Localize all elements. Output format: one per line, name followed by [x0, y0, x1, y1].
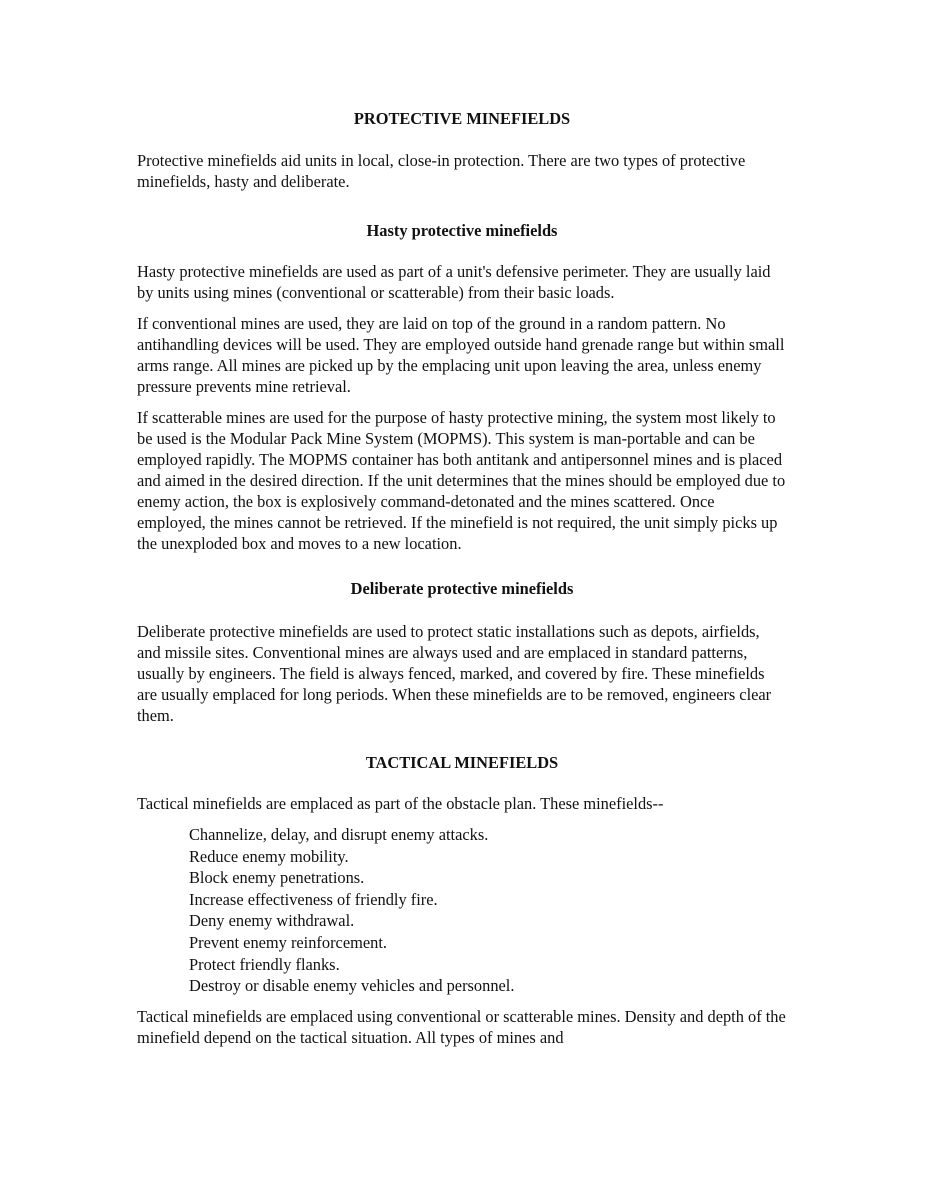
paragraph-hasty-2: If conventional mines are used, they are laid on top of the ground in a random pattern. No antihandling devices will be used. They are employed outside hand grenade range but within small arms range. All mines are picked up by the emplacing unit upon leaving the area, unless enemy pressure prevents mine retrieval. — [137, 314, 785, 396]
tactical-purpose-list — [189, 824, 787, 997]
list-item: Block enemy penetrations. — [189, 868, 365, 888]
paragraph-hasty-3: If scatterable mines are used for the purpose of hasty protective mining, the system most likely to be used is the Modular Pack Mine System (MOPMS). This system is man-portable and can be employed rapidly. The MOPMS container has both antitank and antipersonnel mines and is placed and aimed in the desired direction. If the unit determines that the mines should be employed due to enemy action, the box is explosively command-detonated and the mines scattered. Once employed, the mines cannot be retrieved. If the minefield is not required, the unit simply picks up the unexploded box and moves to a new location. — [137, 408, 786, 553]
list-item: Destroy or disable enemy vehicles and personnel. — [189, 976, 515, 996]
list-item: Protect friendly flanks. — [189, 954, 340, 974]
paragraph-deliberate: Deliberate protective minefields are used to protect static installations such as depots, airfields, and missile sites. Conventional mines are always used and are emplaced in standard patterns, usually by engineers. The field is always fenced, marked, and covered by fire. These minefields are usually emplaced for long periods. When these minefields are to be removed, engineers clear them. — [137, 622, 772, 725]
section-title-protective-minefields: PROTECTIVE MINEFIELDS — [353, 109, 571, 128]
section-title-tactical-minefields: TACTICAL MINEFIELDS — [365, 753, 559, 772]
paragraph-protective-intro: Protective minefields aid units in local, close-in protection. There are two types of protective minefields, hasty and deliberate. — [137, 151, 746, 191]
subsection-title-hasty: Hasty protective minefields — [366, 221, 558, 240]
paragraph-tactical-intro: Tactical minefields are emplaced as part of the obstacle plan. These minefields-- — [137, 794, 664, 813]
paragraph-hasty-1: Hasty protective minefields are used as part of a unit's defensive perimeter. They are usually laid by units using mines (conventional or scatterable) from their basic loads. — [137, 262, 771, 302]
list-item: Prevent enemy reinforcement. — [189, 932, 387, 952]
list-item: Deny enemy withdrawal. — [189, 911, 355, 931]
document-page — [137, 108, 787, 1048]
subsection-title-deliberate: Deliberate protective minefields — [350, 579, 574, 598]
list-item: Increase effectiveness of friendly fire. — [189, 889, 438, 909]
list-item: Channelize, delay, and disrupt enemy attacks. — [189, 825, 489, 844]
paragraph-tactical-closing: Tactical minefields are emplaced using conventional or scatterable mines. Density and depth of the minefield depend on the tactical situation. All types of mines and — [137, 1006, 786, 1047]
list-item: Reduce enemy mobility. — [189, 846, 349, 866]
